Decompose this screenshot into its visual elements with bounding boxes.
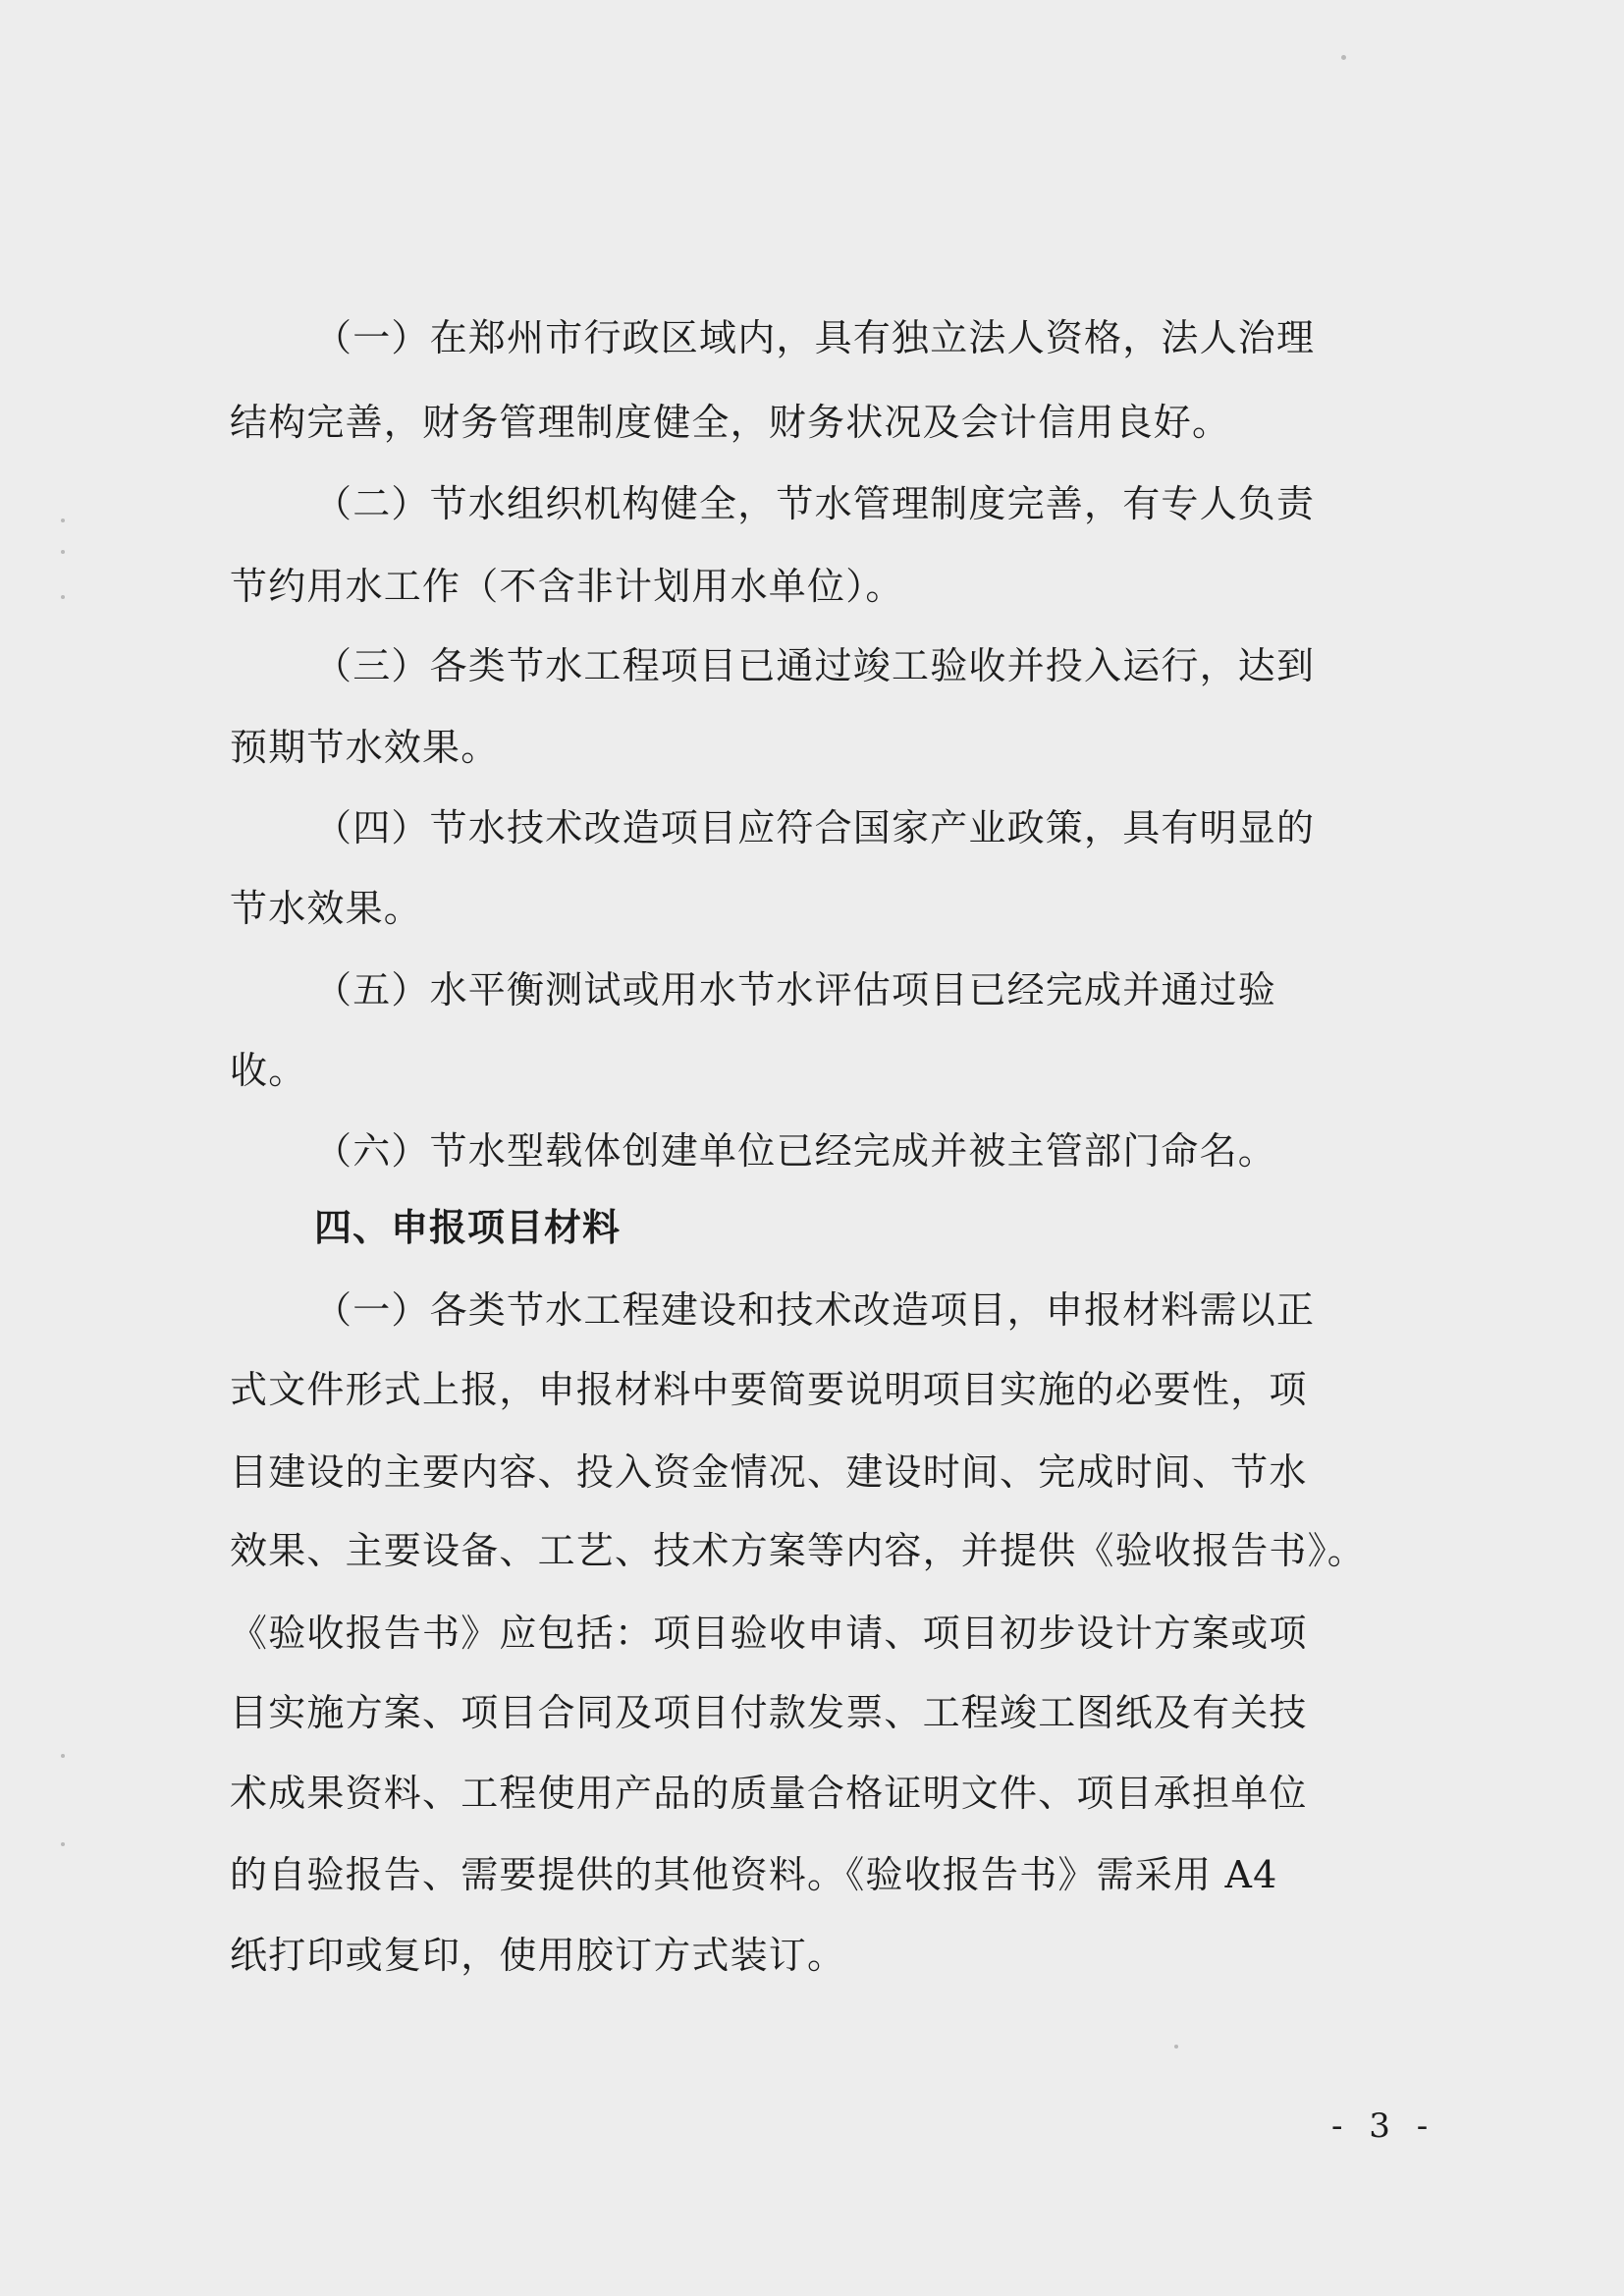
paragraph-line: 目建设的主要内容、投入资金情况、建设时间、完成时间、节水 [230, 1450, 1308, 1494]
scan-speck [1341, 55, 1346, 60]
paragraph-line: 节约用水工作（不含非计划用水单位）。 [230, 565, 904, 608]
paragraph-line: （四）节水技术改造项目应符合国家产业政策，具有明显的 [314, 806, 1316, 849]
paragraph-line: 目实施方案、项目合同及项目付款发票、工程竣工图纸及有关技 [230, 1691, 1308, 1734]
paragraph-line: （三）各类节水工程项目已通过竣工验收并投入运行，达到 [314, 644, 1316, 687]
paragraph-line: （一）在郑州市行政区域内，具有独立法人资格，法人治理 [314, 316, 1316, 359]
paragraph-line: （二）节水组织机构健全，节水管理制度完善，有专人负责 [314, 482, 1316, 525]
scan-speck [61, 550, 65, 554]
page-number: - 3 - [1331, 2106, 1436, 2146]
paragraph-line: 收。 [230, 1049, 307, 1092]
section-heading: 四、申报项目材料 [314, 1206, 622, 1249]
scan-speck [61, 595, 65, 599]
paragraph-line: 效果、主要设备、工艺、技术方案等内容，并提供《验收报告书》。 [230, 1529, 1367, 1572]
scan-speck [61, 1842, 65, 1846]
paragraph-line: （五）水平衡测试或用水节水评估项目已经完成并通过验 [314, 968, 1277, 1011]
paragraph-line: 术成果资料、工程使用产品的质量合格证明文件、项目承担单位 [230, 1772, 1308, 1815]
paragraph-line: 结构完善，财务管理制度健全，财务状况及会计信用良好。 [230, 401, 1231, 444]
paragraph-line: 预期节水效果。 [230, 726, 500, 769]
scan-speck [1174, 2045, 1178, 2049]
paragraph-line: （一）各类节水工程建设和技术改造项目，申报材料需以正 [314, 1288, 1316, 1332]
paragraph-line: 《验收报告书》应包括：项目验收申请、项目初步设计方案或项 [230, 1612, 1308, 1655]
scan-speck [61, 1754, 65, 1758]
scan-speck [61, 519, 65, 522]
paragraph-line: 的自验报告、需要提供的其他资料。《验收报告书》需采用 A4 [230, 1853, 1278, 1896]
paragraph-line: 节水效果。 [230, 887, 423, 930]
paragraph-line: 式文件形式上报，申报材料中要简要说明项目实施的必要性，项 [230, 1368, 1308, 1411]
paragraph-line: （六）节水型载体创建单位已经完成并被主管部门命名。 [314, 1129, 1277, 1173]
paragraph-line: 纸打印或复印，使用胶订方式装订。 [230, 1934, 846, 1977]
